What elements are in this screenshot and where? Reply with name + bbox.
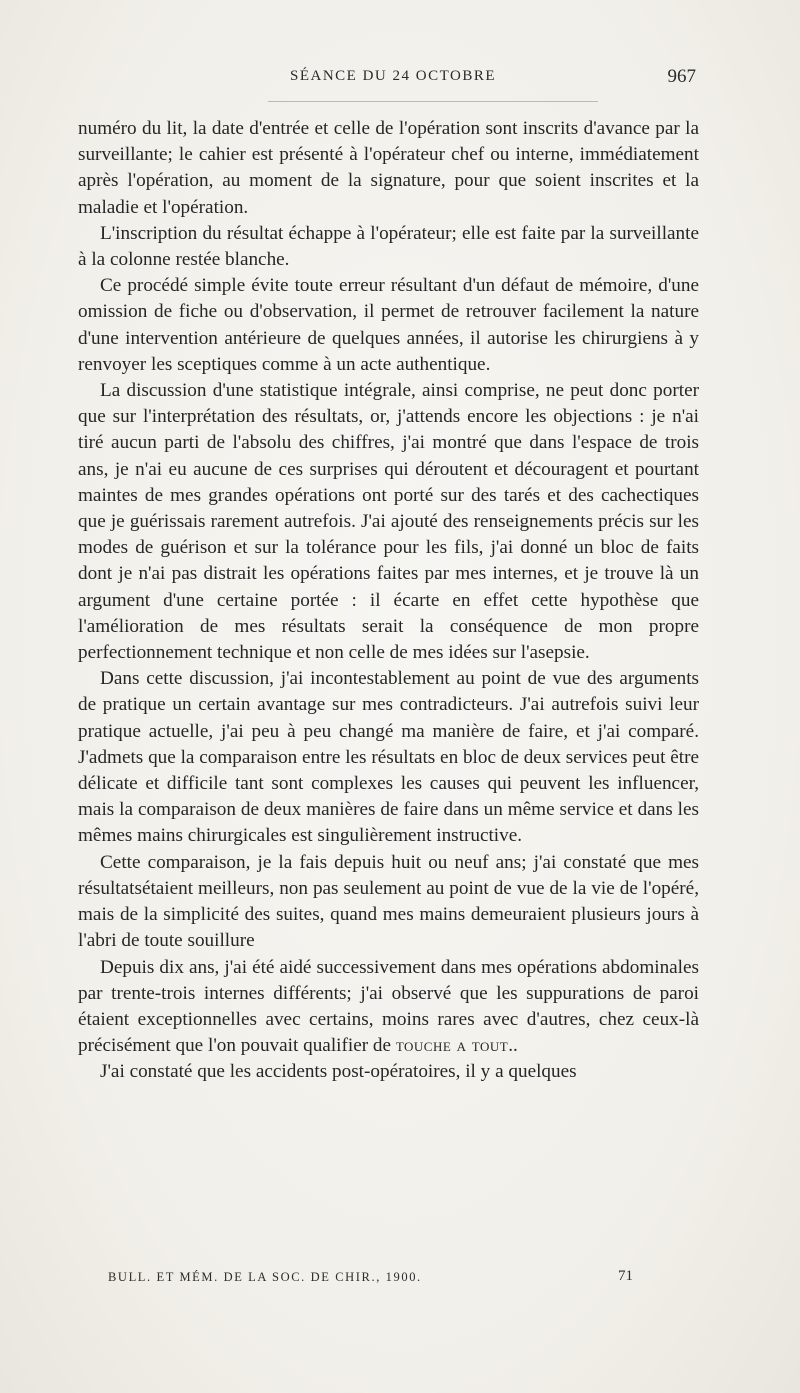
paragraph-continuation: numéro du lit, la date d'entrée et celle de l'opération sont inscrits d'avance par la surveillante; le cahier est présenté à l'opérateur chef ou interne, immédiatement après l'opération, au moment de la signature, pour que soient inscrites et la maladie et l'opération. bbox=[78, 118, 699, 218]
paragraph bbox=[78, 955, 699, 1060]
paragraph-text: Depuis dix ans, j'ai été aidé successivement dans mes opérations abdominales par trente-trois internes différents; j'ai observé que les suppurations de paroi étaient exceptionnelles avec certains, moins rares avec d'autres, chez ceux-là précisément que l'on pouvait qualifier de bbox=[78, 956, 699, 1057]
running-title: SÉANCE DU 24 OCTOBRE bbox=[290, 68, 496, 84]
paragraph: Dans cette discussion, j'ai incontestablement au point de vue des arguments de pratique un certain avantage sur mes contradicteurs. J'ai autrefois suivi leur pratique actuelle, j'ai peu à peu changé ma manière de faire, et j'ai comparé. J'admets que la comparaison entre les résultats en bloc de deux services peut être délicate et difficile tant sont complexes les causes qui peuvent les influencer, mais la comparaison de deux manières de faire dans un même service et dans les mêmes mains chirurgicales est singulièrement instructive. bbox=[78, 668, 699, 847]
page-footer bbox=[108, 1268, 648, 1290]
paragraph: La discussion d'une statistique intégrale, ainsi comprise, ne peut donc porter que sur l'interprétation des résultats, or, j'attends encore les objections : je n'ai tiré aucun parti de l'absolu des chiffres, j'ai montré que dans l'espace de trois ans, je n'ai eu aucune de ces surprises qui déroutent et découragent et pourtant maintes de mes grandes opérations ont porté sur des tarés et des cachectiques que je guérissais rarement autrefois. J'ai ajouté des renseignements précis sur les modes de guérison et sur la tolérance pour les fils, j'ai donné un bloc de faits dont je n'ai pas distrait les opérations faites par mes internes, et je trouve là un argument d'une certaine portée : il écarte en effet cette hypothèse que l'amélioration de mes résultats serait la conséquence de mon propre perfectionnement technique et non celle de mes idées sur l'asepsie. bbox=[78, 380, 699, 664]
body-text bbox=[78, 116, 699, 1086]
page-header bbox=[78, 66, 698, 96]
paragraph-text-end: .. bbox=[508, 1035, 518, 1057]
journal-reference: BULL. ET MÉM. DE LA SOC. DE CHIR., 1900. bbox=[108, 1270, 422, 1284]
paragraph: Ce procédé simple évite toute erreur résultant d'un défaut de mémoire, d'une omission de fiche ou d'observation, il permet de retrouver facilement la nature d'une intervention antérieure de quelques années, il autorise les chirurgiens à y renvoyer les sceptiques comme à un acte authentique. bbox=[78, 275, 699, 375]
paragraph: Cette comparaison, je la fais depuis huit ou neuf ans; j'ai constaté que mes résultatsétaient meilleurs, non pas seulement au point de vue de la vie de l'opéré, mais de la simplicité des suites, quand mes mains demeuraient plusieurs jours à l'abri de toute souillure bbox=[78, 851, 699, 952]
page-number: 967 bbox=[667, 66, 696, 87]
paragraph: J'ai constaté que les accidents post-opératoires, il y a quelques bbox=[100, 1061, 577, 1083]
signature-mark: 71 bbox=[618, 1268, 633, 1284]
header-rule bbox=[268, 101, 598, 102]
small-caps-term: touche a tout bbox=[395, 1035, 509, 1057]
paragraph: L'inscription du résultat échappe à l'opérateur; elle est faite par la surveillante à la colonne restée blanche. bbox=[78, 222, 699, 271]
